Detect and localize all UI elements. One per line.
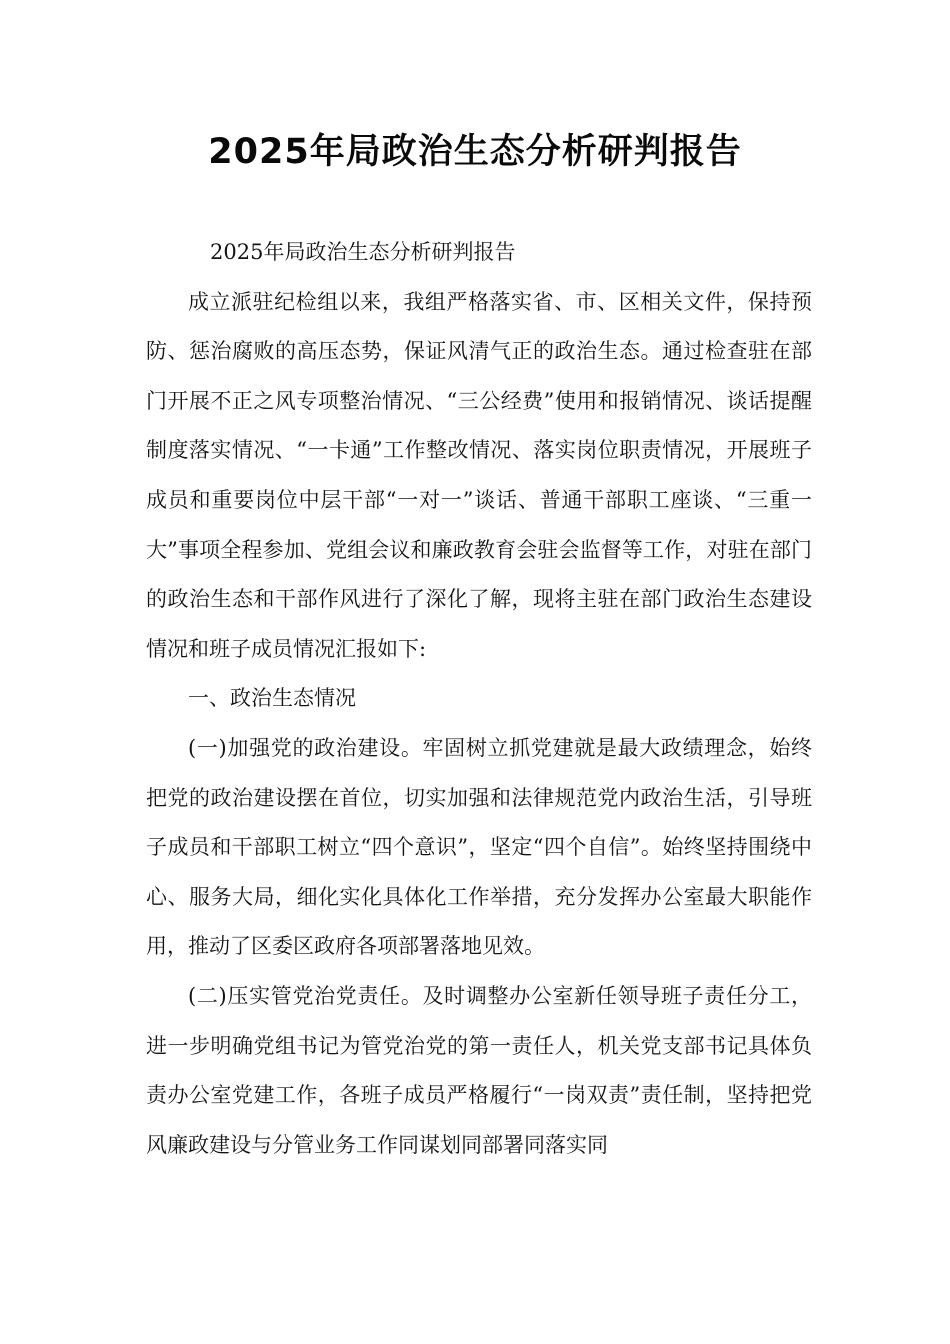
subsection-2-paragraph: (二)压实管党治党责任。及时调整办公室新任领导班子责任分工，进一步明确党组书记为管党治党的第一责任人，机关党支部书记具体负责办公室党建工作，各班子成员严格履行“一岗双责”责任制，坚持把党风廉政建设与分管业务工作同谋划同部署同落实同 [146,983,812,1157]
section-heading: 一、政治生态情况 [188,686,356,711]
document-body [146,228,812,1170]
document-title: 2025年局政治生态分析研判报告 [208,132,742,172]
document-subtitle-paragraph: 2025年局政治生态分析研判报告 [210,240,516,264]
subsection-1-paragraph: (一)加强党的政治建设。牢固树立抓党建就是最大政绩理念，始终把党的政治建设摆在首位，切实加强和法律规范党内政治生活，引导班子成员和干部职工树立“四个意识”，坚定“四个自信”。始终坚持围绕中心、服务大局，细化实化具体化工作举措，充分发挥办公室最大职能作用，推动了区委区政府各项部署落地见效。 [146,735,812,959]
intro-paragraph: 成立派驻纪检组以来，我组严格落实省、市、区相关文件，保持预防、惩治腐败的高压态势，保证风清气正的政治生态。通过检查驻在部门开展不正之风专项整治情况、“三公经费”使用和报销情况、谈话提醒制度落实情况、“一卡通”工作整改情况、落实岗位职责情况，开展班子成员和重要岗位中层干部“一对一”谈话、普通干部职工座谈、“三重一大”事项全程参加、党组会议和廉政教育会驻会监督等工作，对驻在部门的政治生态和干部作风进行了深化了解，现将主驻在部门政治生态建设情况和班子成员情况汇报如下: [146,289,812,661]
